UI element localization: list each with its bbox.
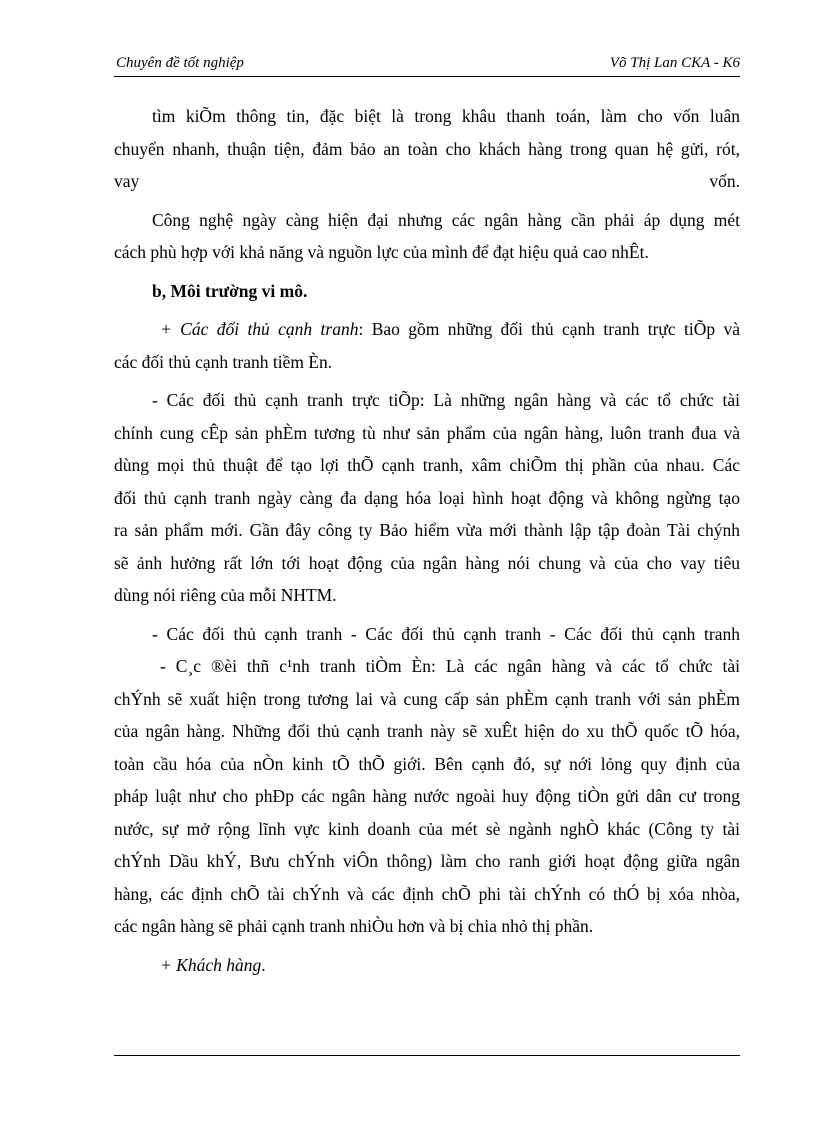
text-line: sẽ ảnh hưởng rất lớn tới hoạt động của ngân hàng nói chung và của cho vay tiêu: [114, 552, 740, 573]
paragraph-modern-tech: [114, 204, 740, 269]
text-line: [114, 165, 740, 198]
text-line: pháp luật như cho phÐp các ngân hàng nước ngoài huy động tiÒn gửi dân cư trong: [114, 786, 740, 806]
text-line: [114, 949, 740, 982]
text-line: chÝnh sẽ xuất hiện trong tương lai và cung cấp sản phÈm cạnh tranh với sản phÈm: [114, 688, 740, 709]
text-line: - C¸c ®èi thñ c¹nh tranh tiÒm Èn: Là các ngân hàng và các tổ chức tài: [160, 656, 740, 676]
text-line: tìm kiÕm thông tin, đặc biệt là trong khâu thanh toán, làm cho vốn luân: [152, 106, 740, 126]
italic-term: + Các đối thủ cạnh tranh: [160, 319, 359, 339]
text-line: ra sản phẩm mới. Gần đây công ty Bảo hiểm vừa mới thành lập tập đoàn Tài chýnh: [114, 520, 740, 540]
text-line: toàn cầu hóa của nÒn kinh tÕ thÕ giới. Bên cạnh đó, sự nới lỏng quy định của: [114, 753, 740, 774]
italic-term: + Khách hàng: [160, 954, 262, 975]
text-line: hàng, các định chÕ tài chÝnh và các định chÕ phi tài chÝnh có thÓ bị xóa nhòa,: [114, 883, 740, 904]
text-line: chuyển nhanh, thuận tiện, đảm bảo an toàn cho khách hàng trong quan hệ gửi, rót,: [114, 138, 740, 159]
text-line: các đối thủ cạnh tranh tiềm Èn.: [114, 351, 333, 372]
text-line: nước, sự mở rộng lĩnh vực kinh doanh của mét sè ngành nghÒ khác (Công ty tài: [114, 818, 740, 839]
section-heading: b, Môi trường vi mô.: [152, 280, 308, 301]
paragraph-repeated: [114, 618, 740, 651]
text-line: - Các đối thủ cạnh tranh - Các đối thủ cạnh tranh - Các đối thủ cạnh tranh: [152, 623, 740, 644]
paragraph-direct-competitors: [114, 384, 740, 612]
text-line: các ngân hàng sẽ phải cạnh tranh nhiÒu hơn và bị chia nhỏ thị phần.: [114, 916, 594, 936]
text-fragment: vay: [114, 171, 140, 191]
text-fragment: vốn.: [709, 171, 740, 191]
text-line: dùng nói riêng của mỗi NHTM.: [114, 585, 337, 605]
header-divider: [114, 76, 740, 77]
text-line: [114, 313, 740, 346]
header-author: Võ Thị Lan CKA - K6: [609, 55, 740, 71]
text-fragment: : Bao gồm những đối thủ cạnh tranh trực tiÕp và: [358, 319, 740, 339]
text-line: chính cung cÊp sản phÈm tương tù như sản phẩm của ngân hàng, luôn tranh đua và: [114, 422, 740, 443]
paragraph-potential-competitors: [114, 650, 740, 943]
text-line: cách phù hợp với khả năng và nguồn lực của mình để đạt hiệu quả cao nhÊt.: [114, 242, 649, 262]
text-line: - Các đối thủ cạnh tranh trực tiÕp: Là những ngân hàng và các tổ chức tài: [152, 390, 740, 410]
text-line: dùng mọi thủ thuật để tạo lợi thÕ cạnh tranh, xâm chiÕm thị phần của nhau. Các: [114, 455, 740, 475]
document-body: [114, 100, 740, 981]
paragraph-technology: [114, 100, 740, 198]
text-line: đối thủ cạnh tranh ngày càng đa dạng hóa loại hình hoạt động và không ngừng tạo: [114, 487, 740, 508]
text-fragment: .: [261, 954, 266, 975]
footer-divider: [114, 1055, 740, 1056]
paragraph-customers: [114, 949, 740, 982]
text-line: chÝnh Dầu khÝ, Bưu chÝnh viÔn thông) làm cho ranh giới hoạt động giữa ngân: [114, 851, 740, 871]
header-document-title: Chuyên đề tốt nghiệp: [116, 55, 244, 71]
page-header: [116, 55, 740, 72]
text-line: Công nghệ ngày càng hiện đại nhưng các ngân hàng cần phải áp dụng mét: [152, 209, 740, 230]
paragraph-competitors: [114, 313, 740, 378]
text-line: của ngân hàng. Những đối thủ cạnh tranh này sẽ xuÊt hiện do xu thÕ quốc tÕ hóa,: [114, 721, 740, 741]
